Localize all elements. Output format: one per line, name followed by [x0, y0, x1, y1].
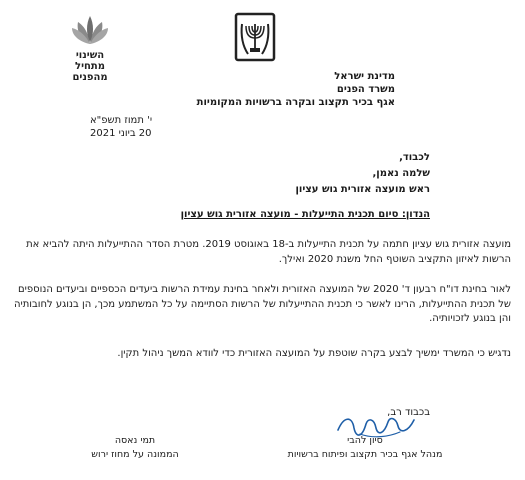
- closing: בכבוד רב,: [387, 407, 430, 418]
- logo-tagline: [60, 50, 120, 83]
- gregorian-date: 20 ביוני 2021: [90, 128, 152, 139]
- recipient-name: שלמה נאמן,: [372, 168, 430, 179]
- body-paragraph: מועצה אזורית גוש עציון חתמה על תכנית התייעלות ב-18 באוגוסט 2019. מטרת הסדר ההתייעלות היתה להביא את הרשות לאיזון התקציב השוטף החל משנת 2020 ואילך.: [26, 239, 511, 265]
- ministry-logo: [60, 14, 120, 83]
- salutation: לכבוד,: [399, 152, 430, 163]
- signatory-primary: [285, 434, 445, 462]
- body-paragraph: נדגיש כי המשרד ימשיך לבצע בקרה שוטפת על המועצה האזורית כדי לוודא המשך ניהול תקין.: [117, 348, 511, 359]
- letterhead: [135, 70, 395, 109]
- recipient-block: [130, 150, 430, 198]
- signatory-name: תמי נאסה: [114, 435, 156, 446]
- state-emblem-icon: [234, 12, 276, 62]
- tagline-line: השינוי: [75, 50, 105, 61]
- signatory-name: סיון להבי: [347, 435, 383, 446]
- state-name: מדינת ישראל: [334, 71, 395, 82]
- signatory-role: הממונה על מחוז ירוש: [91, 449, 179, 460]
- body-paragraph: לאור בחינת דו"ח רבעון ד' 2020 של המועצה האזורית ולאחר בחינת עמידת הרשות ביעדים הכספיים וביעדים הנוספים של תכנית ההתייעלות, הרינו לאשר כי תכנית ההתייעלות של הרשות הסתיימה על כל המשתמע מכך, הן בנוגע לחובותיה והן בנוגע לזכויותיה.: [13, 284, 511, 324]
- hebrew-date: י' תמוז תשפ"א: [90, 115, 153, 126]
- subject-line: הנדון: סיום תכנית התייעלות - מועצה אזורית גוש עציון: [180, 209, 430, 220]
- recipient-title: ראש מועצה אזורית גוש עציון: [295, 184, 430, 195]
- date-block: [90, 114, 152, 140]
- tagline-line: מהפנים: [72, 72, 108, 83]
- signatory-secondary: [60, 434, 210, 462]
- ministry-name: משרד הפנים: [336, 84, 395, 95]
- flower-logo-icon: [70, 14, 110, 46]
- signatory-role: מנהל אגף בכיר תקצוב ופיתוח ברשויות: [287, 449, 443, 460]
- tagline-line: מתחיל: [75, 61, 105, 72]
- department-name: אגף בכיר תקצוב ובקרה ברשויות המקומיות: [196, 97, 395, 108]
